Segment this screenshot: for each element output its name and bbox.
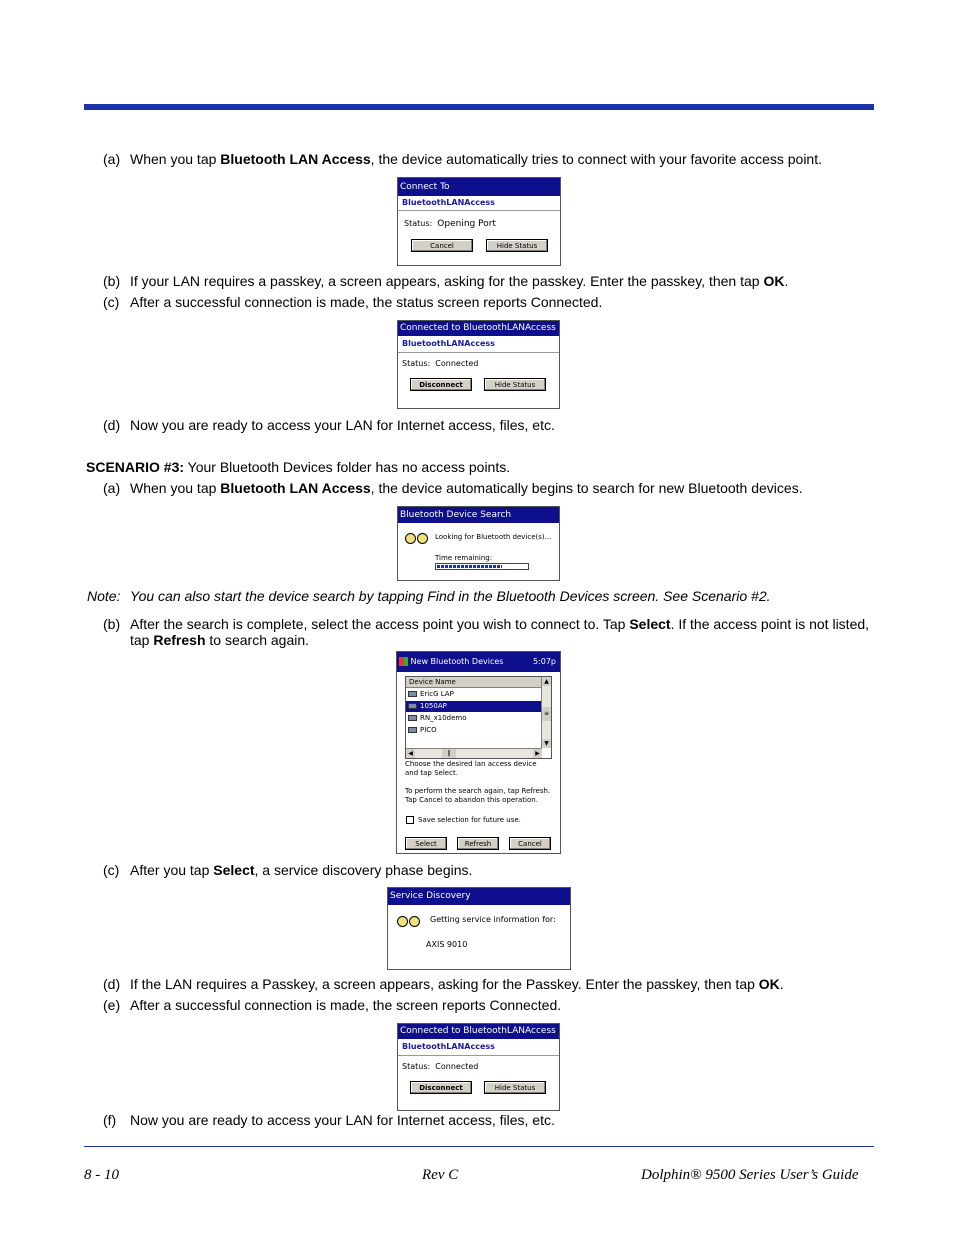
connected-dialog-2 [397, 1023, 560, 1111]
step-text: After the search is complete, select the access point you wish to connect to. Tap Select. If the access point is not listed, tap Refresh to search again. [130, 616, 870, 648]
search-progress-bar [435, 563, 529, 570]
searching-eyes-icon [397, 916, 423, 928]
hide-status-button[interactable]: Hide Status [486, 239, 548, 252]
scenario-heading: SCENARIO #3: Your Bluetooth Devices folder has no access points. [86, 459, 511, 475]
cancel-button[interactable]: Cancel [411, 239, 473, 252]
step-text: When you tap Bluetooth LAN Access, the device automatically begins to search for new Bluetooth devices. [130, 480, 803, 496]
step-label: (c) [103, 862, 120, 878]
dialog-subtitle: BluetoothLANAccess [398, 196, 560, 211]
step-text: Now you are ready to access your LAN for Internet access, files, etc. [130, 1112, 555, 1128]
step-label: (b) [103, 273, 121, 289]
step-text: If the LAN requires a Passkey, a screen appears, asking for the Passkey. Enter the passkey, then tap OK. [130, 976, 784, 992]
device-search-dialog [397, 506, 560, 581]
dialog-title: Connect To [398, 178, 560, 196]
select-button[interactable]: Select [405, 837, 447, 850]
connect-to-dialog [397, 177, 561, 266]
disconnect-button[interactable]: Disconnect [410, 1081, 472, 1094]
note-label: Note: [87, 588, 121, 604]
looking-text: Looking for Bluetooth device(s)... [435, 533, 552, 541]
device-list-item[interactable] [406, 701, 543, 712]
save-selection-label: Save selection for future use. [418, 816, 521, 824]
scroll-down-icon[interactable]: ▼ [542, 739, 551, 748]
header-rule [84, 104, 874, 110]
step-label: (a) [103, 151, 121, 167]
step-label: (e) [103, 997, 121, 1013]
step-label: (f) [103, 1112, 117, 1128]
dialog-subtitle: BluetoothLANAccess [398, 1039, 559, 1056]
computer-icon [408, 727, 417, 733]
dialog-subtitle: BluetoothLANAccess [398, 336, 559, 353]
getting-service-text: Getting service information for: [430, 915, 556, 924]
connected-dialog [397, 320, 560, 409]
scroll-up-icon[interactable]: ▲ [542, 677, 551, 686]
revision: Rev C [422, 1167, 459, 1183]
computer-icon [408, 691, 417, 697]
step-text: After you tap Select, a service discovery phase begins. [130, 862, 473, 878]
device-list-item[interactable] [406, 725, 543, 736]
status-row: Status: Opening Port [404, 219, 496, 229]
step-label: (b) [103, 616, 121, 632]
device-list-item[interactable] [406, 713, 543, 724]
computer-icon [408, 715, 417, 721]
dialog-title-bar [397, 652, 560, 672]
cancel-button[interactable]: Cancel [509, 837, 551, 850]
device-name: RN_x10demo [420, 714, 467, 722]
scroll-right-icon[interactable]: ▶ [533, 749, 542, 758]
dialog-title: New Bluetooth Devices [410, 657, 504, 666]
device-name: 1050AP [420, 702, 447, 710]
scroll-thumb[interactable]: ≡ [542, 707, 551, 721]
device-list[interactable] [405, 676, 552, 759]
windows-flag-icon [399, 657, 408, 666]
step-text: Now you are ready to access your LAN for Internet access, files, etc. [130, 417, 555, 433]
hide-status-button[interactable]: Hide Status [484, 378, 546, 391]
instructions-refresh: To perform the search again, tap Refresh. Tap Cancel to abandon this operation. [405, 787, 551, 804]
step-label: (a) [103, 480, 121, 496]
footer-rule [84, 1146, 874, 1147]
hscroll-thumb[interactable]: ‖ [442, 749, 456, 758]
clock: 5:07p [532, 657, 556, 666]
step-label: (d) [103, 417, 121, 433]
disconnect-button[interactable]: Disconnect [410, 378, 472, 391]
device-name: PICO [420, 726, 437, 734]
column-header-device-name[interactable]: Device Name [406, 677, 543, 688]
dialog-title: Connected to BluetoothLANAccess [398, 321, 559, 336]
discovery-device-name: AXIS 9010 [426, 940, 468, 949]
computer-icon [408, 703, 417, 709]
page-number: 8 - 10 [84, 1167, 119, 1183]
dialog-title: Service Discovery [388, 888, 570, 905]
save-selection-checkbox[interactable] [406, 816, 414, 824]
horizontal-scrollbar[interactable] [406, 748, 542, 758]
status-row: Status: Connected [402, 1062, 479, 1071]
service-discovery-dialog [387, 887, 571, 970]
step-text: After a successful connection is made, the screen reports Connected. [130, 997, 562, 1013]
step-text: If your LAN requires a passkey, a screen appears, asking for the passkey. Enter the passkey, then tap OK. [130, 273, 789, 289]
device-list-item[interactable] [406, 689, 543, 700]
note-text: You can also start the device search by tapping Find in the Bluetooth Devices screen. See Scenario #2. [130, 588, 771, 604]
time-remaining-label: Time remaining: [435, 554, 493, 562]
new-bluetooth-devices-dialog [396, 651, 561, 854]
refresh-button[interactable]: Refresh [457, 837, 499, 850]
step-label: (d) [103, 976, 121, 992]
dialog-title: Bluetooth Device Search [398, 507, 559, 523]
progress-fill [437, 565, 502, 568]
scroll-left-icon[interactable]: ◀ [406, 749, 415, 758]
step-label: (c) [103, 294, 120, 310]
hide-status-button[interactable]: Hide Status [484, 1081, 546, 1094]
guide-title: Dolphin® 9500 Series User’s Guide [641, 1167, 859, 1183]
dialog-title: Connected to BluetoothLANAccess [398, 1024, 559, 1039]
vertical-scrollbar[interactable] [541, 677, 551, 748]
step-text: After a successful connection is made, the status screen reports Connected. [130, 294, 603, 310]
status-row: Status: Connected [402, 359, 479, 368]
step-text: When you tap Bluetooth LAN Access, the device automatically tries to connect with your favorite access point. [130, 151, 823, 167]
instructions-select: Choose the desired lan access device and tap Select. [405, 760, 537, 777]
searching-eyes-icon [405, 533, 431, 545]
device-name: EricG LAP [420, 690, 454, 698]
